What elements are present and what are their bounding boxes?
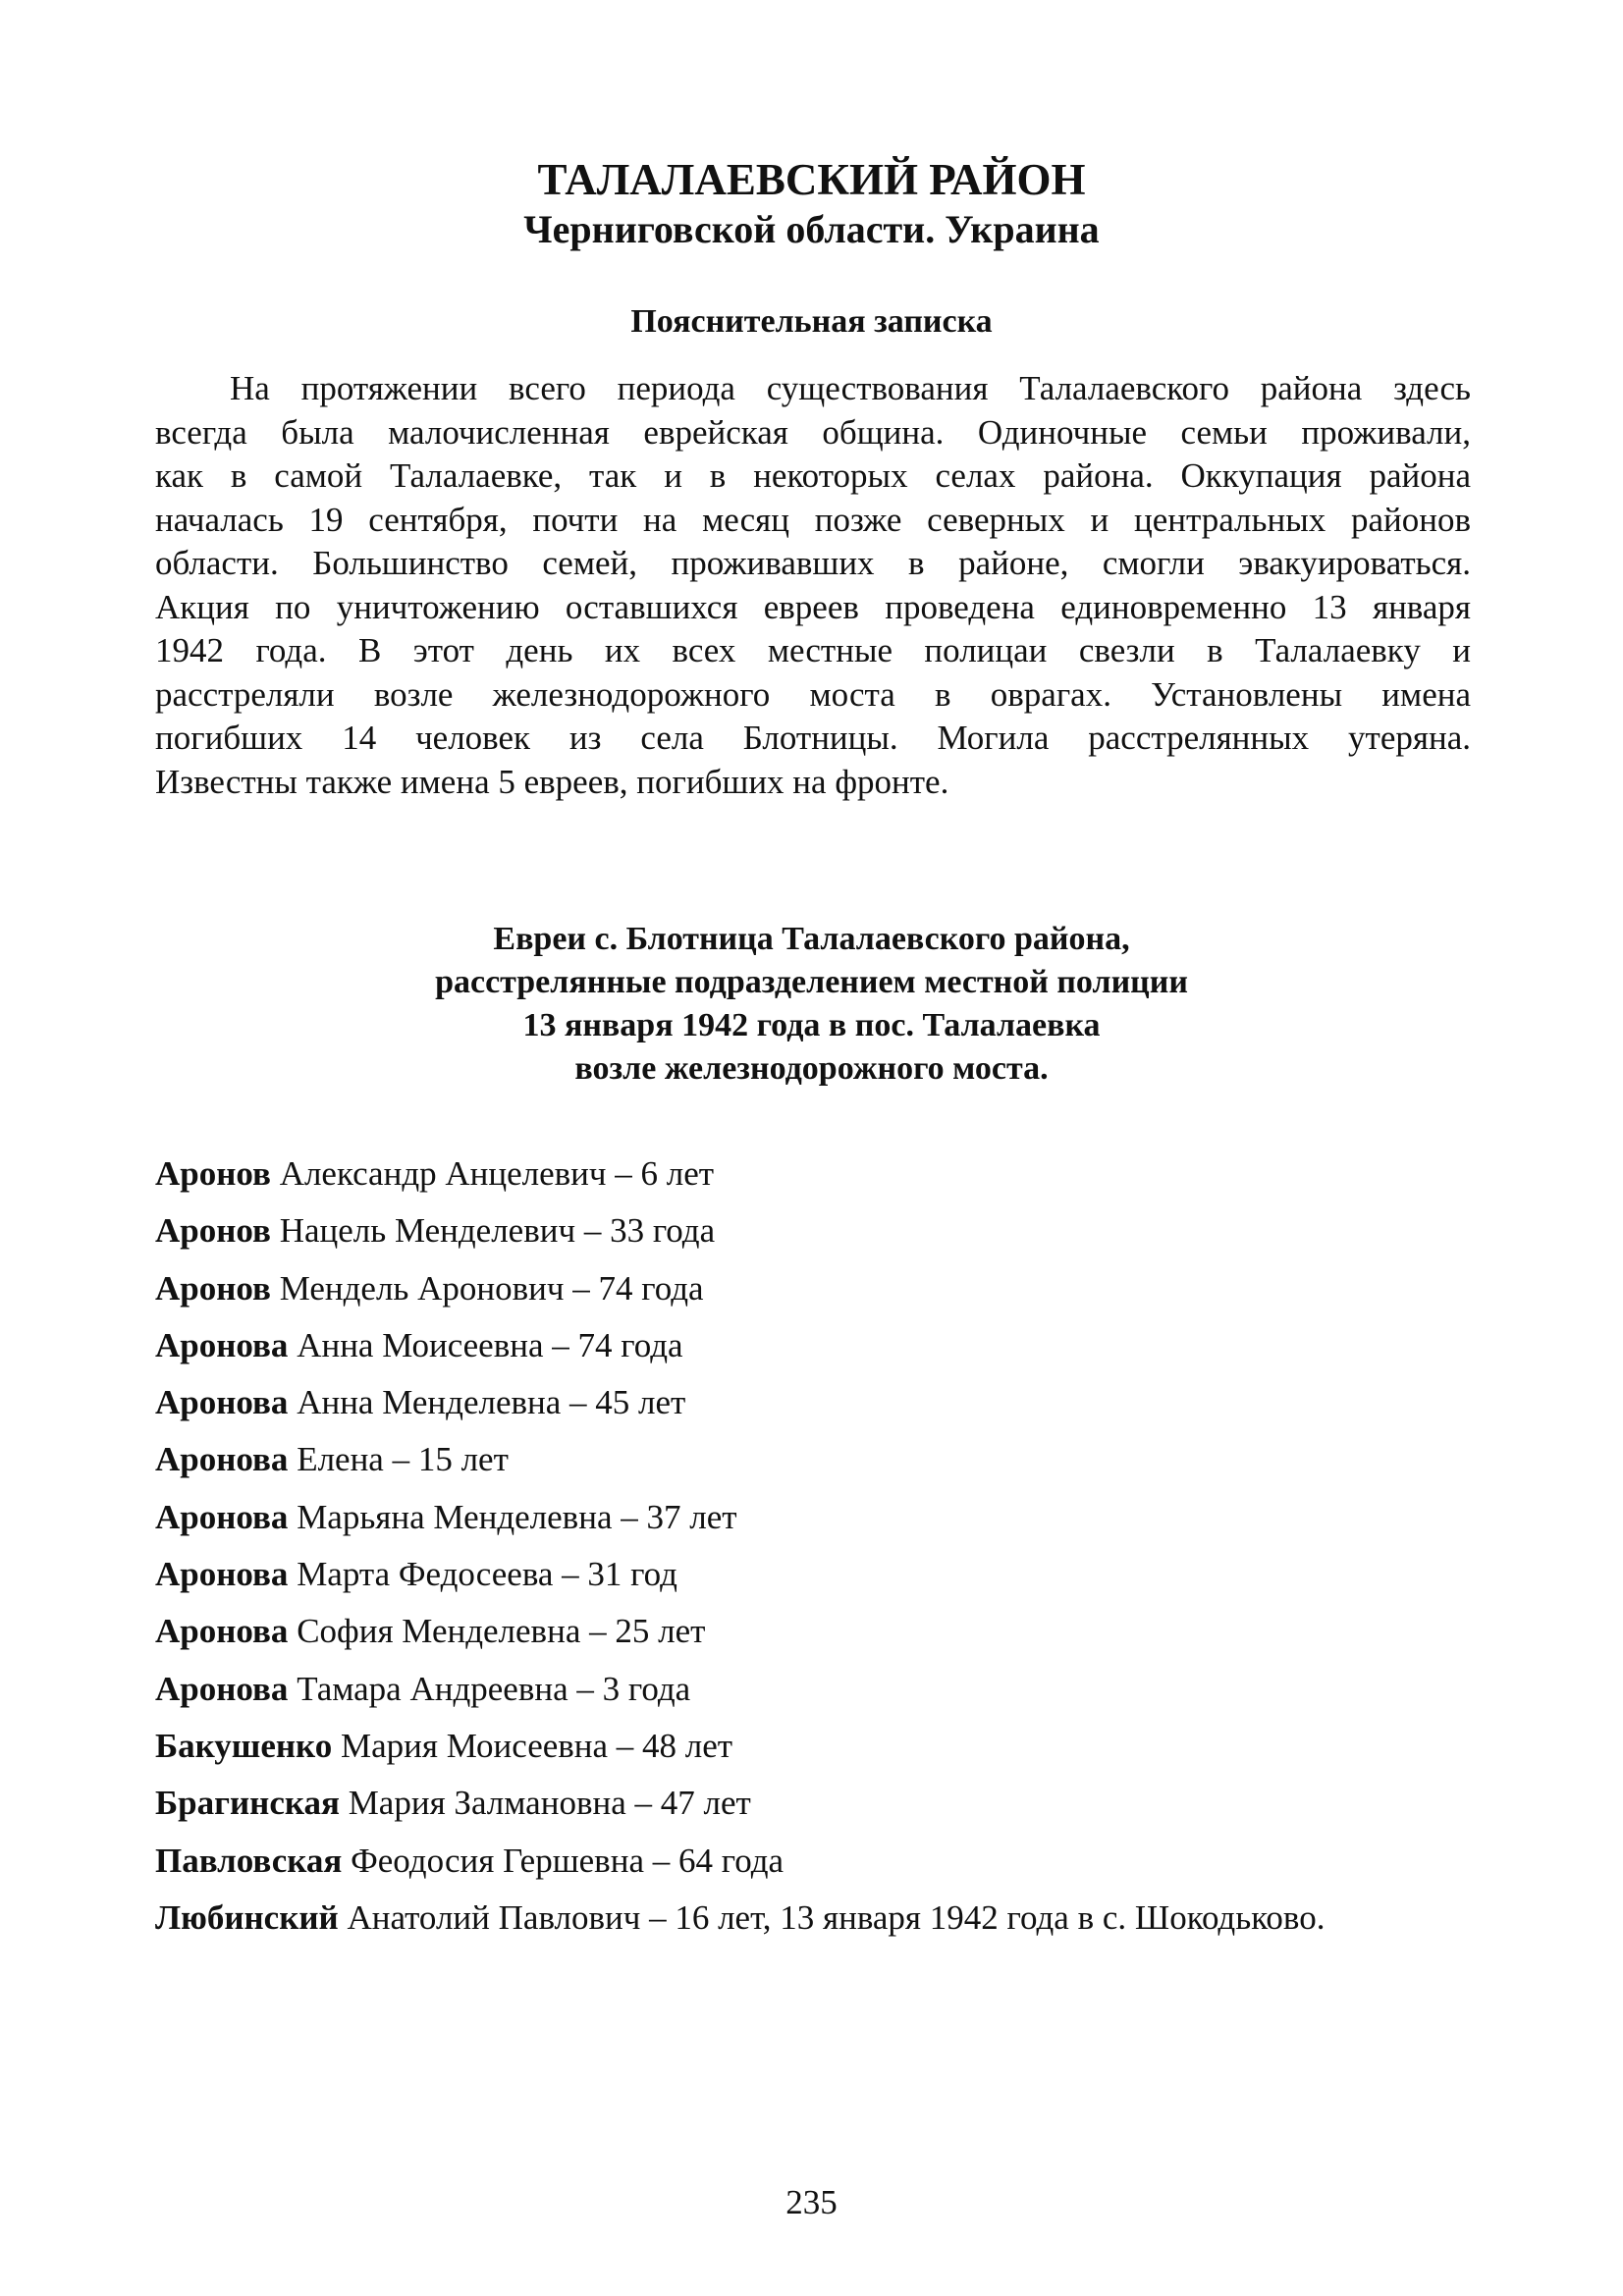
victim-surname: Аронов	[155, 1154, 271, 1193]
victim-surname: Аронова	[155, 1325, 289, 1364]
victim-surname: Бакушенко	[155, 1726, 333, 1765]
note-line: погибших 14 человек из села Блотницы. Могила расстрелянных утеряна.	[155, 719, 1471, 757]
note-line: как в самой Талалаевке, так и в некоторых селах района. Оккупация района	[155, 456, 1471, 495]
note-line: расстреляли возле железнодорожного моста в оврагах. Установлены имена	[155, 674, 1471, 714]
list-item	[155, 1896, 1325, 1953]
victim-details: Анна Менделевна – 45 лет	[288, 1383, 686, 1422]
victim-details: Марьяна Менделевна – 37 лет	[288, 1497, 737, 1536]
victim-surname: Аронова	[155, 1440, 289, 1479]
list-heading-line: Евреи с. Блотница Талалаевского района,	[493, 921, 1130, 957]
list-heading-line: возле железнодорожного моста.	[574, 1050, 1049, 1087]
victim-surname: Аронова	[155, 1669, 289, 1708]
list-heading-line: расстрелянные подразделением местной полиции	[435, 964, 1188, 1000]
victim-details: Мендель Аронович – 74 года	[270, 1268, 704, 1308]
victim-surname: Аронов	[155, 1211, 271, 1251]
victim-details: Тамара Андреевна – 3 года	[288, 1669, 691, 1708]
list-heading-line: 13 января 1942 года в пос. Талалаевка	[522, 1007, 1101, 1043]
victim-surname: Брагинская	[155, 1784, 340, 1823]
victim-details: Мария Залмановна – 47 лет	[339, 1784, 751, 1823]
list-item	[155, 1152, 1325, 1209]
note-line: Известны также имена 5 евреев, погибших на фронте.	[155, 762, 949, 801]
victim-details: Анатолий Павлович – 16 лет, 13 января 1942 года в с. Шокодьково.	[338, 1897, 1325, 1937]
list-item	[155, 1324, 1325, 1381]
victim-surname: Аронова	[155, 1497, 289, 1536]
note-line: На протяжении всего периода существования Талалаевского района здесь	[230, 369, 1471, 407]
note-body	[155, 367, 1471, 804]
victim-details: София Менделевна – 25 лет	[288, 1612, 706, 1651]
page-title: ТАЛАЛАЕВСКИЙ РАЙОН	[537, 155, 1086, 204]
victim-list	[155, 1152, 1325, 1953]
list-item	[155, 1553, 1325, 1610]
victim-details: Анна Моисеевна – 74 года	[288, 1325, 683, 1364]
list-item	[155, 1438, 1325, 1495]
list-item	[155, 1381, 1325, 1438]
list-item	[155, 1610, 1325, 1667]
note-line: области. Большинство семей, проживавших в районе, смогли эвакуироваться.	[155, 544, 1471, 582]
list-item	[155, 1209, 1325, 1266]
page-subtitle: Черниговской области. Украина	[523, 207, 1100, 251]
note-heading: Пояснительная записка	[630, 303, 993, 340]
note-line: 1942 года. В этот день их всех местные полицаи свезли в Талалаевку и	[155, 631, 1471, 669]
victim-surname: Аронова	[155, 1383, 289, 1422]
victim-details: Феодосия Гершевна – 64 года	[342, 1841, 784, 1880]
victim-details: Мария Моисеевна – 48 лет	[332, 1726, 733, 1765]
victim-details: Елена – 15 лет	[288, 1440, 509, 1479]
list-item	[155, 1267, 1325, 1324]
victim-surname: Аронов	[155, 1268, 271, 1308]
victim-surname: Аронова	[155, 1555, 289, 1594]
victim-details: Марта Федосеева – 31 год	[288, 1555, 677, 1594]
note-line: Акция по уничтожению оставшихся евреев проведена единовременно 13 января	[155, 587, 1471, 626]
page-number: 235	[785, 2183, 838, 2221]
victim-surname: Аронова	[155, 1612, 289, 1651]
victim-surname: Павловская	[155, 1841, 343, 1880]
list-item	[155, 1782, 1325, 1839]
victim-surname: Любинский	[155, 1897, 339, 1937]
list-item	[155, 1840, 1325, 1896]
list-item	[155, 1725, 1325, 1782]
list-heading	[0, 918, 1623, 1091]
note-line: началась 19 сентября, почти на месяц позже северных и центральных районов	[155, 500, 1471, 539]
list-item	[155, 1668, 1325, 1725]
victim-details: Нацель Менделевич – 33 года	[270, 1211, 716, 1251]
victim-details: Александр Анцелевич – 6 лет	[270, 1154, 715, 1193]
list-item	[155, 1496, 1325, 1553]
note-line: всегда была малочисленная еврейская община. Одиночные семьи проживали,	[155, 412, 1471, 452]
